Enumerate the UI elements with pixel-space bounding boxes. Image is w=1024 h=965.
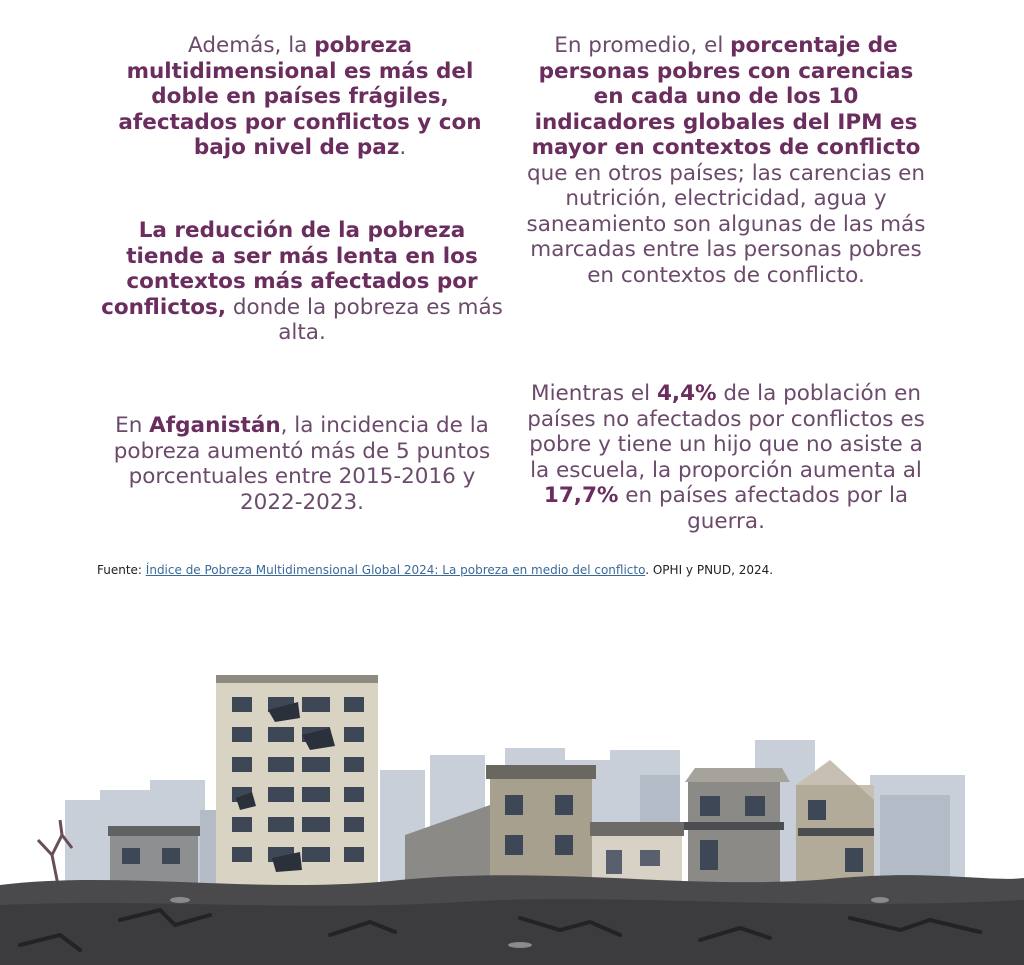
source-citation xyxy=(97,562,773,578)
fact-highlight: 4,4% xyxy=(656,381,717,406)
fact-highlight: La reducción de la pobreza tiende a ser más lenta en los contextos más afectados por conflictos, xyxy=(101,218,478,320)
cracked-ground xyxy=(0,875,1024,965)
source-suffix: . OPHI y PNUD, 2024. xyxy=(645,563,774,577)
fact-text: , la incidencia de la pobreza aumentó más de 5 puntos porcentuales entre 2015-2016 y 2022-2023. xyxy=(113,413,491,515)
fact-text: . xyxy=(399,135,407,160)
fact-text: de la población en países no afectados por conflictos es pobre y tiene un hijo que no asiste a la escuela, la proporción aumenta al xyxy=(527,381,925,483)
fact-poverty-reduction xyxy=(100,218,504,346)
fact-text: donde la pobreza es más alta. xyxy=(226,294,503,345)
right-buildings xyxy=(684,760,874,890)
fact-multidimensional-poverty xyxy=(100,33,500,161)
fact-text: que en otros países; las carencias en nutrición, electricidad, agua y saneamiento son algunas de las más marcadas entre las personas pobres en contextos de conflicto. xyxy=(526,160,926,288)
fact-highlight: 17,7% xyxy=(543,483,619,508)
fact-text: en países afectados por la guerra. xyxy=(618,483,909,534)
fact-highlight: porcentaje de personas pobres con carencias en cada uno de los 10 indicadores globales del IPM es mayor en contextos de conflicto xyxy=(531,33,921,160)
destroyed-city-illustration xyxy=(0,600,1024,965)
fact-text: En xyxy=(115,413,150,438)
fact-deprivation-indicators xyxy=(520,33,932,288)
source-label: Fuente: xyxy=(97,563,146,577)
fact-school-attendance xyxy=(520,381,932,534)
fact-text: Además, la xyxy=(188,33,315,58)
tall-building xyxy=(216,675,378,890)
fact-text: En promedio, el xyxy=(554,33,731,58)
fact-highlight: Afganistán xyxy=(149,413,281,438)
source-link[interactable]: Índice de Pobreza Multidimensional Global 2024: La pobreza en medio del conflicto xyxy=(145,563,646,577)
fact-text: Mientras el xyxy=(531,381,657,406)
fact-highlight: pobreza multidimensional es más del doble en países frágiles, afectados por conflictos y con bajo nivel de paz xyxy=(118,33,482,160)
fact-afghanistan xyxy=(100,413,504,515)
